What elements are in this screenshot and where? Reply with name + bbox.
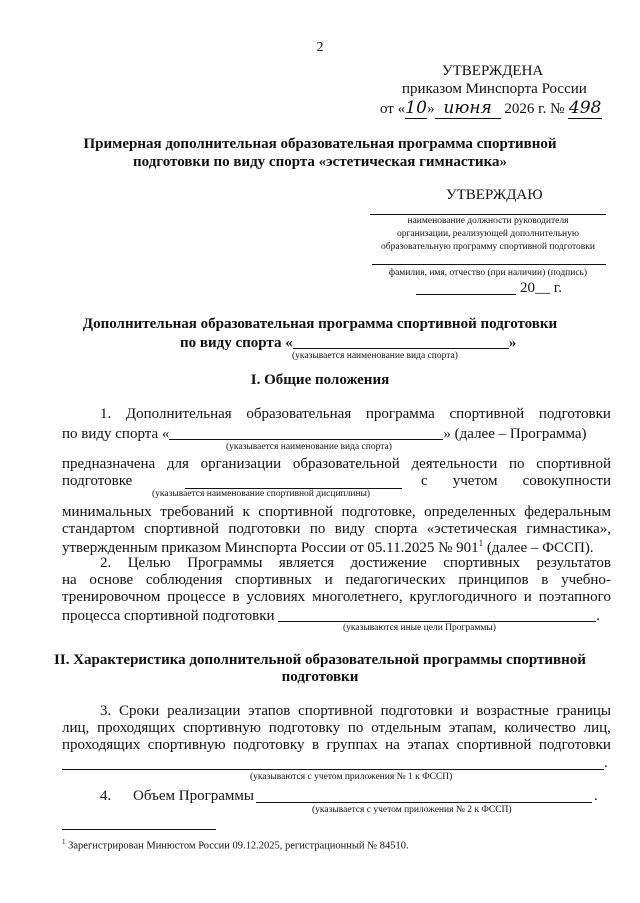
document-title-line1: Примерная дополнительная образовательная программа спортивной [83, 136, 557, 152]
p1-line1 [100, 406, 611, 423]
program-title-caption: (указывается наименование вида спорта) [292, 351, 458, 361]
footnote-separator [62, 829, 216, 830]
p1-word: требований [160, 504, 234, 520]
approve-date: 20__ г. [520, 280, 562, 296]
p2-word: является [278, 555, 335, 571]
p2-word: Целью [127, 555, 171, 571]
p1-line5 [62, 504, 611, 521]
p1-word: спортивной [536, 456, 611, 472]
p1-word: организации [200, 456, 282, 472]
p2-word: круглогодичного [409, 589, 517, 605]
p2-word: на [62, 572, 77, 588]
section2-heading-line1: II. Характеристика дополнительной образовательной программы спортивной [54, 652, 586, 668]
p2-word: многолетнего, [312, 589, 403, 605]
p3-word: подготовку [233, 737, 305, 753]
p1-l7-b: (далее – ФССП). [483, 540, 594, 556]
p4-text: Объем Программы [133, 788, 254, 804]
p1-l2-end: » (далее – Программа) [443, 426, 587, 442]
p3-word: этапах [407, 737, 450, 753]
p1-caption-discipline: (указывается наименование спортивной дисциплины) [152, 489, 371, 499]
p3-word: спортивную [183, 720, 262, 736]
p3-word: проходящих [97, 720, 176, 736]
p1-word: деятельности [411, 456, 498, 472]
p1-word: гимнастика», [526, 521, 611, 537]
p1-word: спортивной [449, 406, 525, 422]
p3-word: на [385, 737, 400, 753]
p2-word: и [523, 589, 532, 605]
p3-word: группах [326, 737, 378, 753]
footnote-ref: 1 [478, 538, 484, 548]
p2-line1 [100, 555, 611, 572]
age-limits-blank [62, 769, 604, 770]
p1-word: «эстетическая [426, 521, 517, 537]
p1-word: учетом [452, 473, 498, 489]
p1-word: программа [365, 406, 435, 422]
p1-l7-a: утвержденным приказом Минспорта России от 05.11.2025 № 901 [62, 540, 479, 556]
p1-word: образовательная [246, 406, 352, 422]
p2-line2 [62, 572, 611, 589]
p2-l4-start: процесса спортивной подготовки [62, 608, 275, 624]
section2-heading-line2: подготовки [281, 669, 359, 685]
p3-line3 [62, 737, 611, 754]
p1-word: совокупности [522, 473, 611, 489]
p1-word: с [421, 473, 428, 489]
footnote-text: Зарегистрирован Минюстом России 09.12.2025, регистрационный № 84510. [68, 840, 409, 852]
p1-word: спортивной [144, 521, 219, 537]
p3-word: количество [504, 720, 576, 736]
footnote [62, 838, 409, 852]
p3-word: спортивной [298, 703, 373, 719]
goals-blank [278, 606, 596, 622]
p1-word: предназначена [62, 456, 156, 472]
p1-word: Дополнительная [125, 406, 232, 422]
signature-line-position [370, 214, 606, 215]
p2-word: процессе [167, 589, 226, 605]
p1-word: спорта [374, 521, 418, 537]
p2-word: 2. [100, 555, 112, 571]
p1-line4-end [421, 473, 611, 490]
approval-number: 498 [568, 98, 602, 118]
p3-word: отдельным [371, 720, 442, 736]
p3-word: реализации [167, 703, 241, 719]
p1-line6 [62, 521, 611, 538]
p1-line4-start: подготовке [62, 473, 133, 489]
signature-line-name [372, 264, 606, 265]
p1-word: по [309, 521, 326, 537]
p2-word: учебно- [561, 572, 611, 588]
p3-word: по [347, 720, 364, 736]
p2-word: спортивных [443, 555, 521, 571]
p3-line2 [62, 720, 611, 737]
approval-year: 2026 г. № [504, 101, 565, 117]
p2-word: Программы [187, 555, 263, 571]
program-title-end: » [508, 335, 517, 351]
p2-word: поэтапного [538, 589, 611, 605]
p4-end: . [594, 788, 598, 804]
p3-word: спортивную [147, 737, 226, 753]
approval-title: УТВЕРЖДЕНА [442, 63, 544, 79]
p1-word: подготовки [228, 521, 301, 537]
page-number: 2 [316, 40, 324, 55]
p2-word: и [324, 572, 333, 588]
p1-line3 [62, 456, 611, 473]
approval-month: июня [435, 98, 501, 119]
p1-word: федеральным [524, 504, 611, 520]
p2-l4-end: . [596, 608, 601, 624]
p3-word: подготовки [380, 703, 453, 719]
approve-header: УТВЕРЖДАЮ [446, 187, 543, 203]
p2-word: достижение [350, 555, 427, 571]
program-title-line2 [180, 333, 516, 352]
p2-word: результатов [536, 555, 611, 571]
p2-line4 [62, 606, 600, 625]
p3-word: 3. [100, 703, 112, 719]
approval-from-prefix: от « [380, 101, 406, 117]
caption-name-signature: фамилия, имя, отчество (при наличии) (подпись) [388, 268, 588, 278]
p2-word: в [541, 572, 549, 588]
section1-heading: I. Общие положения [250, 372, 390, 388]
p1-line2 [62, 424, 587, 443]
p1-word: определенных [424, 504, 516, 520]
p1-caption-sport: (указывается наименование вида спорта) [226, 442, 392, 452]
p3-word: этапам, [448, 720, 497, 736]
p2-word: принципов [458, 572, 529, 588]
program-title-line1: Дополнительная образовательная программа спортивной подготовки [82, 316, 558, 332]
p2-word: педагогических [345, 572, 446, 588]
p2-line3 [62, 589, 611, 606]
p1-word: стандартом [62, 521, 135, 537]
p3-line1 [100, 703, 611, 720]
p2-word: соблюдения [145, 572, 223, 588]
caption-position-2: организации, реализующей дополнительную [397, 229, 579, 239]
p3-word: Сроки [119, 703, 160, 719]
program-title-start: по виду спорта « [180, 335, 293, 351]
sport-name-blank [169, 424, 443, 440]
p1-word: подготовке, [341, 504, 416, 520]
p3-word: подготовку [268, 720, 341, 736]
p1-word: 1. [100, 406, 112, 422]
p3-word: границы [556, 703, 611, 719]
caption-position-3: образовательную программу спортивной подготовки [380, 242, 595, 252]
p1-l2-start: по виду спорта « [62, 426, 170, 442]
p3-word: в [311, 737, 320, 753]
document-title-line2: подготовки по виду спорта «эстетическая гимнастика» [132, 154, 507, 170]
p3-word: спортивной [456, 737, 532, 753]
approval-day: 10 [405, 98, 427, 118]
p3-word: подготовки [538, 737, 611, 753]
p2-word: основе [89, 572, 134, 588]
p3-word: лиц, [583, 720, 611, 736]
p1-word: спортивной [258, 504, 333, 520]
p2-word: тренировочном [62, 589, 161, 605]
approval-date-line [380, 98, 602, 119]
p4-caption: (указывается с учетом приложения № 2 к ФССП) [312, 805, 512, 815]
p3-word: лиц, [62, 720, 90, 736]
p1-word: к [242, 504, 250, 520]
sport-name-blank [293, 333, 509, 349]
p1-word: по [509, 456, 525, 472]
p2-word: условиях [246, 589, 306, 605]
p1-word: для [166, 456, 189, 472]
p2-word: в [232, 589, 240, 605]
p3-word: проходящих [62, 737, 141, 753]
date-line [416, 294, 516, 295]
volume-blank [256, 802, 592, 803]
p1-word: виду [334, 521, 366, 537]
p2-word: спортивных [235, 572, 312, 588]
p3-caption: (указываются с учетом приложения № 1 к ФССП) [250, 772, 453, 782]
p1-word: минимальных [62, 504, 152, 520]
caption-position-1: наименование должности руководителя [407, 216, 569, 226]
approval-order: приказом Минспорта России [402, 81, 587, 97]
p1-word: образовательной [292, 456, 400, 472]
footnote-mark: 1 [62, 838, 66, 846]
p3-word: этапов [248, 703, 291, 719]
approval-from-mid: » [427, 101, 435, 117]
p4-num: 4. [100, 788, 112, 804]
p3-word: и [460, 703, 469, 719]
p3-word: возрастные [476, 703, 549, 719]
p2-caption: (указываются иные цели Программы) [343, 623, 496, 633]
p1-word: подготовки [538, 406, 611, 422]
p3-line4-end: . [604, 755, 608, 771]
